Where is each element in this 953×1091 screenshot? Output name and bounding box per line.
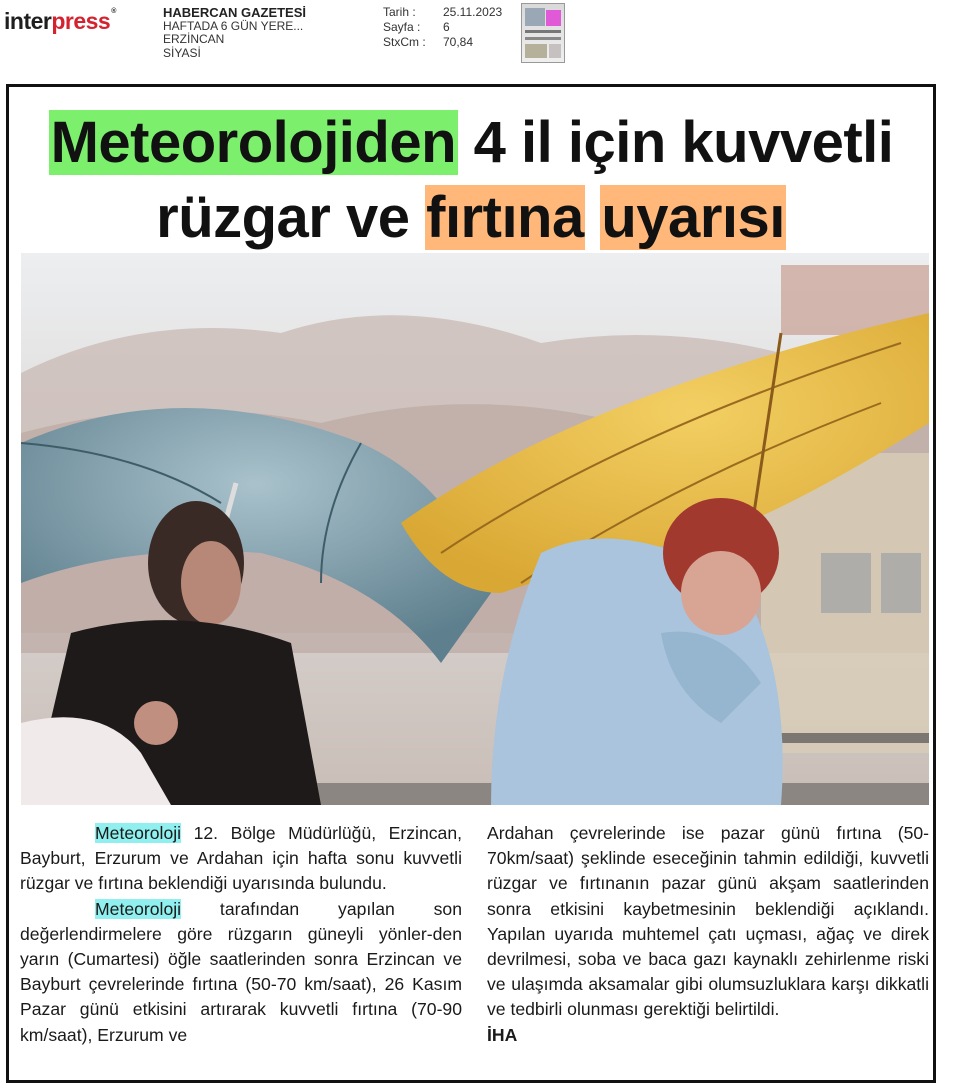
meta-date-row (383, 5, 502, 20)
headline-highlight-orange-a: fırtına (426, 185, 584, 250)
thumbnail-block (549, 44, 561, 58)
highlighted-term: Meteoroloji (95, 898, 182, 919)
meta-page-label: Sayfa : (383, 20, 421, 34)
thumbnail-line (525, 37, 561, 40)
thumbnail-line (525, 30, 561, 33)
thumbnail-block (546, 10, 561, 26)
publication-name: HABERCAN GAZETESİ (163, 5, 307, 20)
logo-text-accent: press (51, 8, 111, 34)
headline-line-2-start: rüzgar ve (156, 185, 426, 250)
publication-section: SİYASİ (163, 45, 201, 60)
article-column-left (20, 821, 462, 1048)
article-photo (21, 253, 929, 805)
headline-line-1-rest: 4 il için kuvvetli (458, 110, 894, 175)
thumbnail-block (525, 8, 545, 26)
meta-page-row (383, 20, 502, 35)
meta-page-value: 6 (443, 20, 450, 34)
meta-date-label: Tarih : (383, 5, 416, 19)
thumbnail-block (525, 44, 547, 58)
logo-registered-mark: ® (111, 8, 116, 15)
meta-stxcm-row (383, 35, 502, 50)
meta-stxcm-value: 70,84 (443, 35, 474, 49)
headline-highlight-green: Meteorolojiden (50, 110, 457, 175)
page-thumbnail[interactable] (521, 3, 565, 63)
headline-line-1 (9, 111, 933, 175)
highlighted-term: Meteoroloji (95, 823, 182, 843)
article-clipping (6, 84, 936, 1083)
meta-stxcm-label: StxCm : (383, 35, 426, 49)
headline-line-2 (9, 186, 933, 250)
paragraph (20, 821, 462, 897)
logo-text-main: inter (4, 8, 52, 34)
news-agency-source: İHA (487, 1024, 518, 1045)
paragraph: Ardahan çevrelerinde ise pazar günü fırtına (50-70km/saat) şeklinde eseceğinin tahmin edildiği, kuvvetli rüzgar ve fırtınanın pazar günü akşam saatlerinden sonra etkisini kaybetmesinin beklendiği açıklandı. Yapılan uyarıda muhtemel çatı uçması, ağaç ve direk devrilmesi, soba ve baca gazı kaynaklı zehirlenme riski ve ulaşımda aksamalar gibi olumsuzluklara karşı dikkatli ve tedbirli olunması gerektiği belirtildi. (487, 823, 929, 1020)
meta-date-value: 25.11.2023 (443, 5, 503, 19)
paragraph (20, 897, 462, 1048)
photo-illustration (21, 253, 929, 805)
paragraph-text: tarafından yapılan son değerlendirmelere göre rüzgarın güneyli yönler-den yarın (Cumartesi) öğle saatlerinden sonra Erzincan ve Bayburt çevrelerinde fırtına (50-70 km/saat), 26 Kasım Pazar günü etkisini artırarak kuvvetli fırtına (70-90 km/saat), Erzurum ve (20, 898, 462, 1045)
headline-highlight-orange-b: uyarısı (601, 185, 785, 250)
headline-line-2-sep (585, 185, 601, 250)
publication-city: ERZİNCAN (163, 32, 225, 46)
publication-info (163, 6, 306, 60)
article-column-right (487, 821, 929, 1048)
interpress-logo (4, 8, 116, 35)
clipping-meta (383, 5, 502, 50)
publication-frequency: HAFTADA 6 GÜN YERE... (163, 18, 304, 33)
paragraph-text: 12. Bölge Müdürlüğü, Erzincan, Bayburt, Erzurum ve Ardahan için hafta sonu kuvvetli rüzgar ve fırtına beklendiği uyarısında bulundu. (20, 823, 462, 894)
